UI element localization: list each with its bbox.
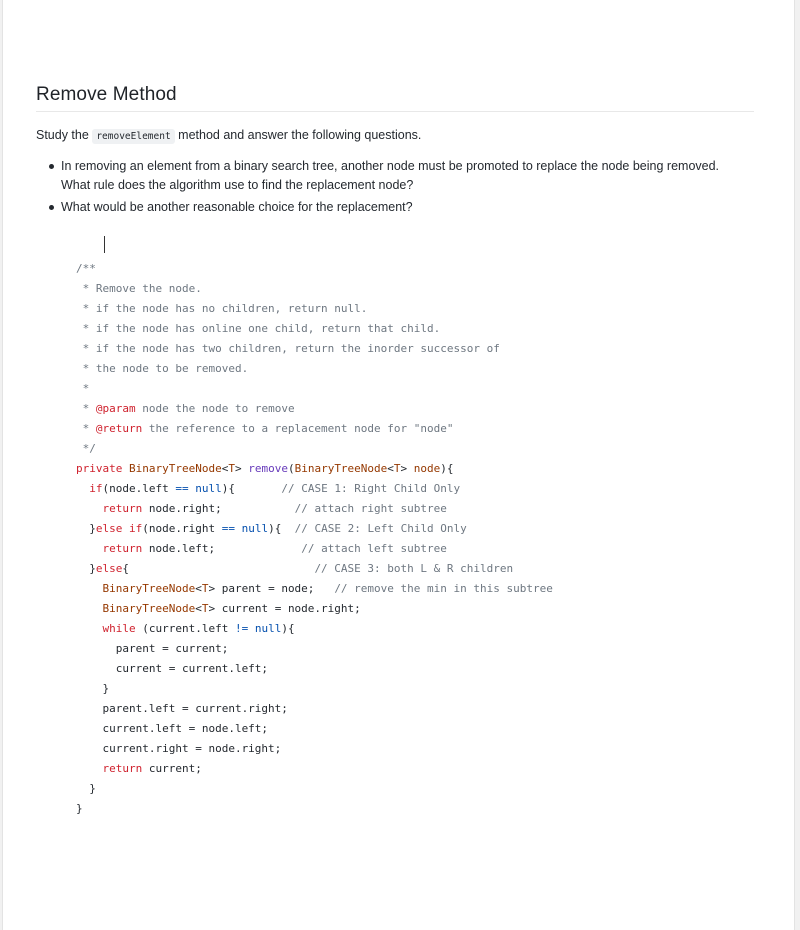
code-line: }else{ // CASE 3: both L & R children — [76, 562, 514, 575]
heading-divider — [36, 111, 754, 112]
document-page — [2, 0, 795, 930]
code-line: return node.left; // attach left subtree — [102, 542, 447, 555]
code-line: parent.left = current.right; — [76, 702, 288, 715]
code-line: }else if(node.right == null){ // CASE 2: Left Child Only — [76, 522, 467, 535]
code-line: * @param node the node to remove — [76, 402, 295, 415]
bullet-icon — [49, 164, 54, 169]
questions-list — [43, 157, 743, 220]
code-line: * if the node has no children, return null. — [76, 302, 368, 315]
code-line: /** — [76, 262, 96, 275]
code-line: BinaryTreeNode<T> current = node.right; — [102, 602, 361, 615]
code-line: } — [76, 782, 96, 795]
code-line: * if the node has two children, return the inorder successor of — [76, 342, 500, 355]
code-line: return node.right; // attach right subtree — [102, 502, 447, 515]
code-line: * — [76, 382, 90, 395]
code-line: parent = current; — [76, 642, 229, 655]
code-line: current.left = node.left; — [76, 722, 269, 735]
text-cursor[interactable] — [104, 236, 105, 253]
section-heading: Remove Method — [36, 84, 177, 105]
bullet-icon — [49, 205, 54, 210]
code-line: * if the node has online one child, return that child. — [76, 322, 441, 335]
code-line: * @return the reference to a replacement node for "node" — [76, 422, 454, 435]
code-line: * Remove the node. — [76, 282, 202, 295]
code-line: } — [76, 682, 110, 695]
question-text: In removing an element from a binary search tree, another node must be promoted to replace the node being removed. What rule does the algorithm use to find the replacement node? — [61, 159, 720, 192]
intro-text-before: Study the — [36, 128, 89, 142]
code-line: current = current.left; — [76, 662, 269, 675]
intro-text-after: method and answer the following questions. — [178, 128, 422, 142]
method-name-code: removeElement — [92, 129, 174, 144]
list-item — [43, 157, 743, 195]
code-line: } — [76, 802, 83, 815]
code-line: BinaryTreeNode<T> parent = node; // remove the min in this subtree — [102, 582, 553, 595]
code-line: return current; — [102, 762, 202, 775]
question-text: What would be another reasonable choice for the replacement? — [61, 200, 413, 214]
code-line: if(node.left == null){ // CASE 1: Right Child Only — [89, 482, 461, 495]
list-item — [43, 198, 743, 217]
code-line: private BinaryTreeNode<T> remove(BinaryTreeNode<T> node){ — [76, 462, 454, 475]
code-line: while (current.left != null){ — [102, 622, 295, 635]
code-line: current.right = node.right; — [76, 742, 282, 755]
code-block[interactable] — [76, 259, 553, 819]
code-line: */ — [76, 442, 96, 455]
code-line: * the node to be removed. — [76, 362, 249, 375]
intro-paragraph — [36, 126, 421, 146]
